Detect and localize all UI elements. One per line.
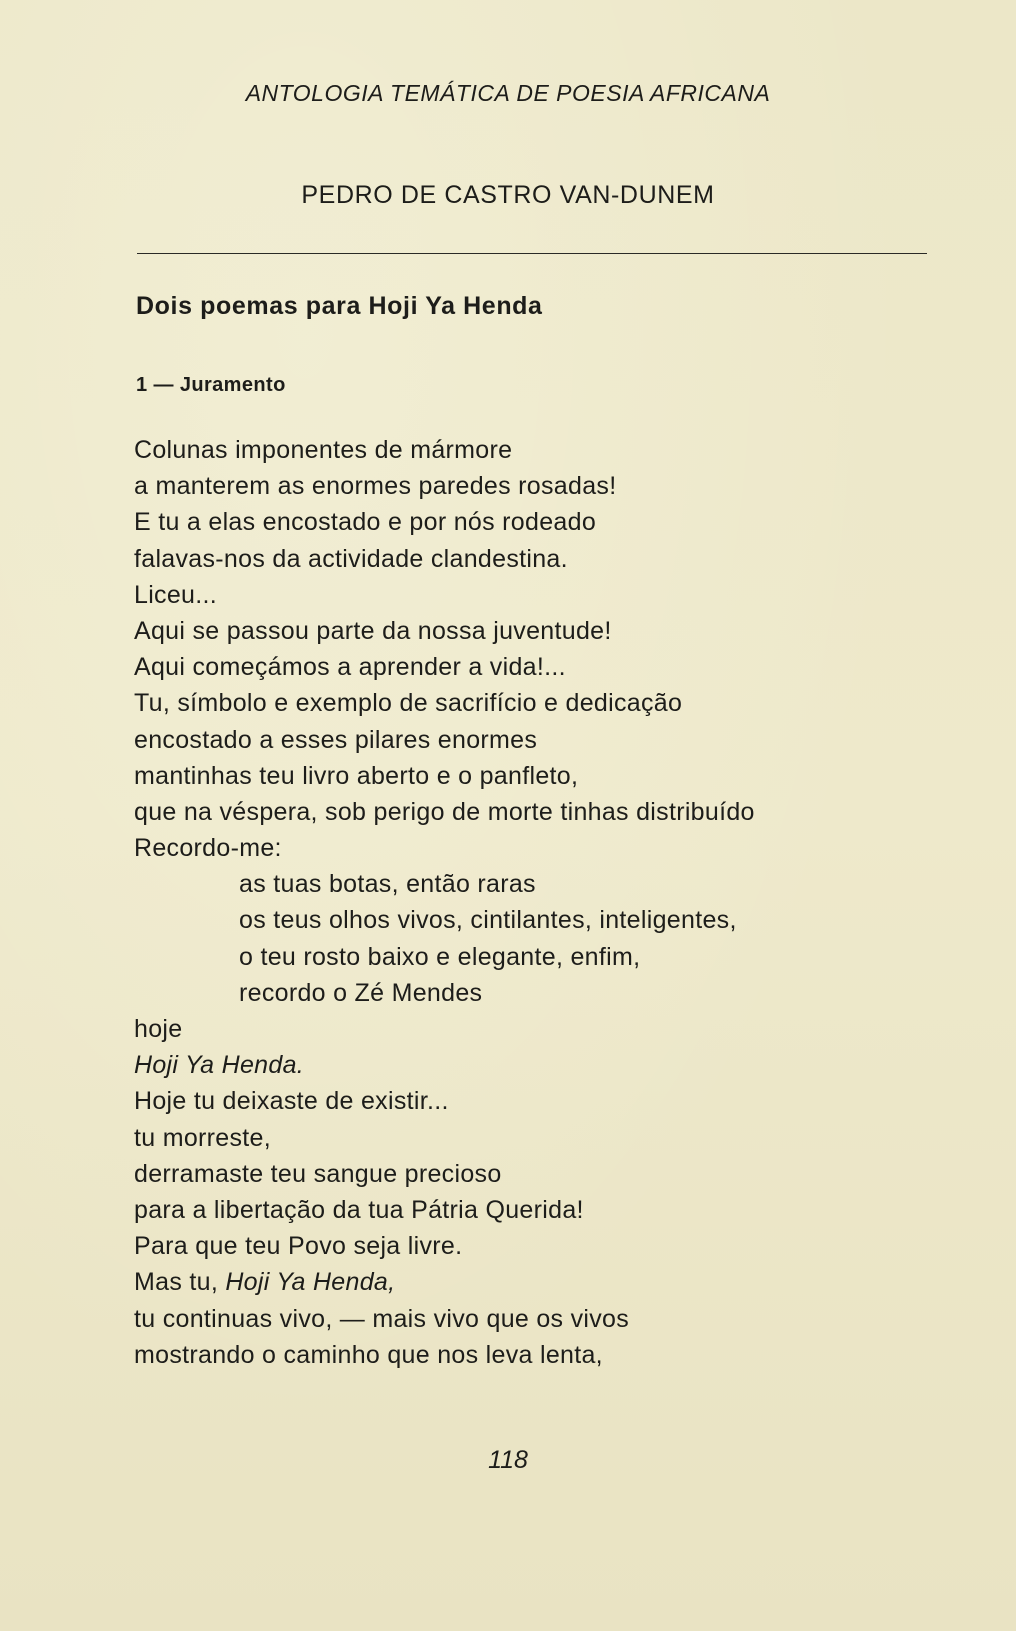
verse-line: encostado a esses pilares enormes xyxy=(134,725,538,754)
verse-line-italic: Hoji Ya Henda. xyxy=(134,1051,305,1080)
verse-line: hoje xyxy=(134,1015,183,1043)
verse-line: Para que teu Povo seja livre. xyxy=(134,1232,463,1261)
verse-line: a manterem as enormes paredes rosadas! xyxy=(134,472,617,501)
verse-line-indented: o teu rosto baixo e elegante, enfim, xyxy=(239,942,641,971)
verse-line: Colunas imponentes de mármore xyxy=(134,436,513,464)
verse-line-indented: os teus olhos vivos, cintilantes, inteligentes, xyxy=(239,906,737,935)
verse-line: Liceu... xyxy=(134,580,218,609)
verse-line: derramaste teu sangue precioso xyxy=(134,1159,502,1188)
verse-line: Recordo-me: xyxy=(134,834,282,863)
verse-line-indented: as tuas botas, então raras xyxy=(239,870,536,899)
verse-line: para a libertação da tua Pátria Querida! xyxy=(134,1195,584,1224)
verse-line: tu continuas vivo, — mais vivo que os vivos xyxy=(134,1304,630,1333)
verse-line: Tu, símbolo e exemplo de sacrifício e dedicação xyxy=(134,689,683,718)
poem-verse xyxy=(134,432,954,1373)
poem-title: Dois poemas para Hoji Ya Henda xyxy=(136,292,543,320)
section-title: 1 — Juramento xyxy=(136,374,286,396)
verse-line: Aqui começámos a aprender a vida!... xyxy=(134,653,566,682)
verse-segment-italic: Hoji Ya Henda, xyxy=(225,1268,396,1297)
divider-rule xyxy=(137,253,927,254)
verse-line: Hoje tu deixaste de existir... xyxy=(134,1087,449,1116)
verse-segment: Mas tu, xyxy=(134,1268,219,1297)
page-number: 118 xyxy=(488,1446,528,1474)
verse-line: tu morreste, xyxy=(134,1123,271,1152)
verse-line-mixed xyxy=(134,1264,954,1300)
verse-line: mantinhas teu livro aberto e o panfleto, xyxy=(134,761,579,790)
verse-line: Aqui se passou parte da nossa juventude! xyxy=(134,616,612,645)
verse-line-indented: recordo o Zé Mendes xyxy=(239,978,483,1007)
author-name: PEDRO DE CASTRO VAN-DUNEM xyxy=(301,181,715,209)
running-head: ANTOLOGIA TEMÁTICA DE POESIA AFRICANA xyxy=(245,80,771,106)
verse-line: E tu a elas encostado e por nós rodeado xyxy=(134,508,597,537)
verse-line: que na véspera, sob perigo de morte tinhas distribuído xyxy=(134,797,755,826)
verse-line: mostrando o caminho que nos leva lenta, xyxy=(134,1340,603,1369)
verse-line: falavas-nos da actividade clandestina. xyxy=(134,544,568,573)
